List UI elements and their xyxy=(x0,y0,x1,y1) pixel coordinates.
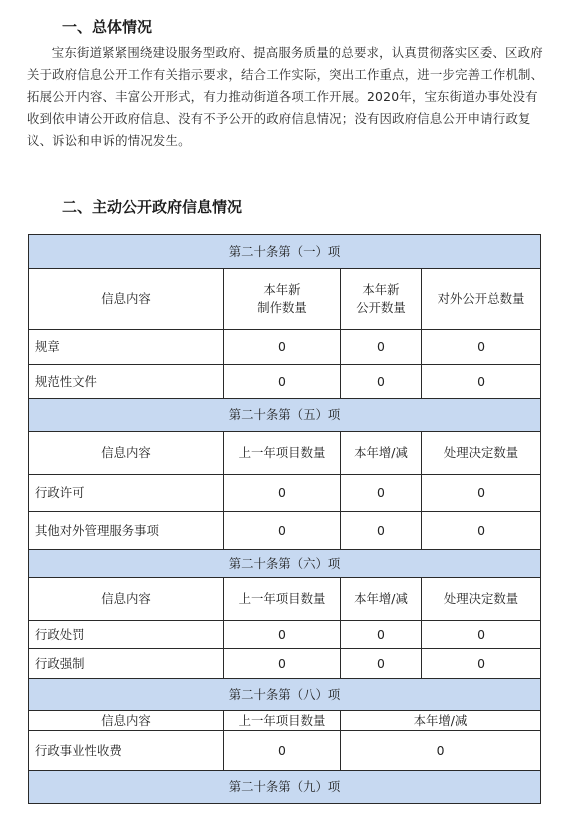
header-cell: 信息内容 xyxy=(29,432,224,475)
header-cell: 上一年项目数量 xyxy=(224,432,341,475)
row-value: 0 xyxy=(224,475,341,512)
section-1-title: 一、总体情况 xyxy=(62,18,153,36)
table-row xyxy=(29,621,541,649)
row-value: 0 xyxy=(341,621,422,649)
section-2-title: 二、主动公开政府信息情况 xyxy=(62,198,243,216)
row-value: 0 xyxy=(341,330,422,365)
row-label: 规章 xyxy=(29,330,224,365)
section-9-title-cell: 第二十条第（九）项 xyxy=(29,771,541,804)
row-value: 0 xyxy=(224,731,341,771)
section-5-title-cell: 第二十条第（五）项 xyxy=(29,399,541,432)
row-value: 0 xyxy=(224,330,341,365)
table-row xyxy=(29,475,541,512)
table-header-row xyxy=(29,711,541,731)
header-cell: 本年增/减 xyxy=(341,711,541,731)
row-value: 0 xyxy=(422,621,541,649)
table-section-header xyxy=(29,679,541,711)
row-value: 0 xyxy=(341,512,422,550)
table-section-header xyxy=(29,399,541,432)
table-header-row xyxy=(29,432,541,475)
row-value: 0 xyxy=(224,649,341,679)
section-6-title-cell: 第二十条第（六）项 xyxy=(29,550,541,578)
header-cell: 处理决定数量 xyxy=(422,432,541,475)
row-value: 0 xyxy=(224,621,341,649)
row-value: 0 xyxy=(422,649,541,679)
row-value: 0 xyxy=(224,365,341,399)
table-section-header xyxy=(29,550,541,578)
table-row xyxy=(29,731,541,771)
header-line: 本年新 xyxy=(263,282,301,297)
table-header-row xyxy=(29,578,541,621)
section-8-title-cell: 第二十条第（八）项 xyxy=(29,679,541,711)
row-value: 0 xyxy=(422,512,541,550)
header-cell xyxy=(224,269,341,330)
table-section-header xyxy=(29,771,541,804)
header-cell: 上一年项目数量 xyxy=(224,711,341,731)
header-cell: 信息内容 xyxy=(29,269,224,330)
header-line: 制作数量 xyxy=(257,300,307,315)
row-value: 0 xyxy=(341,475,422,512)
header-cell xyxy=(341,269,422,330)
table-section-header xyxy=(29,235,541,269)
header-cell: 本年增/减 xyxy=(341,578,422,621)
section-1-title-cell: 第二十条第（一）项 xyxy=(29,235,541,269)
disclosure-table xyxy=(28,234,541,804)
row-label: 行政许可 xyxy=(29,475,224,512)
row-label: 其他对外管理服务事项 xyxy=(29,512,224,550)
header-cell: 信息内容 xyxy=(29,578,224,621)
header-cell: 处理决定数量 xyxy=(422,578,541,621)
table-row xyxy=(29,330,541,365)
table-row xyxy=(29,649,541,679)
row-label: 行政事业性收费 xyxy=(29,731,224,771)
row-value: 0 xyxy=(422,475,541,512)
row-value: 0 xyxy=(224,512,341,550)
header-cell: 信息内容 xyxy=(29,711,224,731)
row-value: 0 xyxy=(422,365,541,399)
header-cell: 对外公开总数量 xyxy=(422,269,541,330)
row-value: 0 xyxy=(341,365,422,399)
header-line: 本年新 xyxy=(362,282,400,297)
row-label: 行政处罚 xyxy=(29,621,224,649)
row-label: 规范性文件 xyxy=(29,365,224,399)
row-label: 行政强制 xyxy=(29,649,224,679)
table-row xyxy=(29,365,541,399)
table-header-row xyxy=(29,269,541,330)
header-line: 公开数量 xyxy=(356,300,406,315)
header-cell: 上一年项目数量 xyxy=(224,578,341,621)
row-value: 0 xyxy=(341,731,541,771)
overview-paragraph: 宝东街道紧紧围绕建设服务型政府、提高服务质量的总要求，认真贯彻落实区委、区政府关于政府信息公开工作有关指示要求，结合工作实际，突出工作重点，进一步完善工作机制、拓展公开内容、丰富公开形式，有力推动街道各项工作开展。2020年，宝东街道办事处没有收到依申请公开政府信息、没有不予公开的政府信息情况；没有因政府信息公开申请行政复议、诉讼和申诉的情况发生。 xyxy=(27,45,544,148)
row-value: 0 xyxy=(422,330,541,365)
header-cell: 本年增/减 xyxy=(341,432,422,475)
row-value: 0 xyxy=(341,649,422,679)
table-row xyxy=(29,512,541,550)
